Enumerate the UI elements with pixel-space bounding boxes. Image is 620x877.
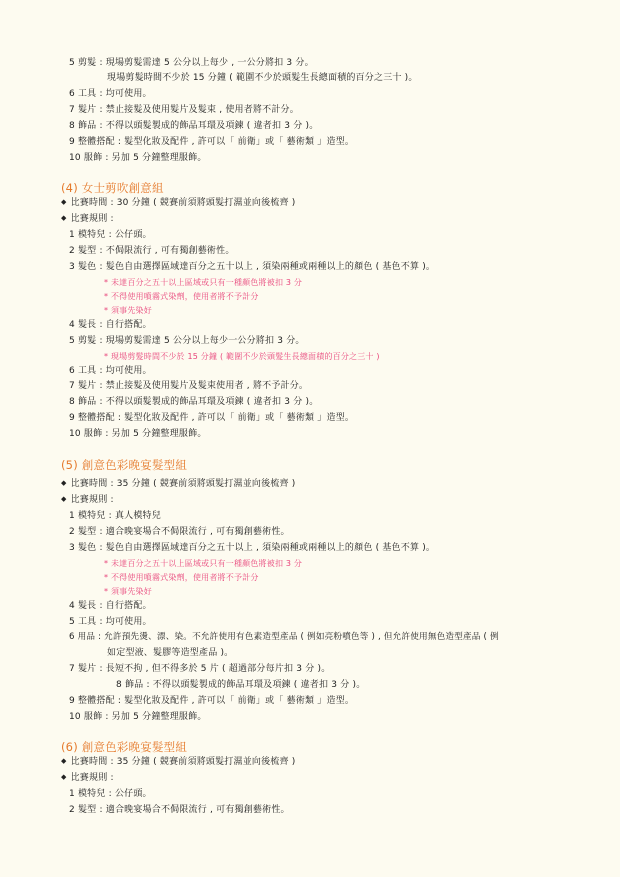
s5-rule-8: 8 飾品 : 不得以頭髮製成的飾品耳環及項鍊 ( 違者扣 3 分 )。 [116, 680, 366, 690]
s5-rule-6-cont: 如定型液、髮膠等造型產品 )。 [107, 648, 234, 658]
s5-note-2: * 不得使用噴霧式染劑，使用者將不予計分 [104, 573, 259, 582]
s5-rule-4: 4 髮長 : 自行搭配。 [69, 601, 152, 611]
section-6-rules-label: ◆ 比賽規則 : [61, 773, 114, 784]
section-6-time: ◆ 比賽時間 : 35 分鐘 ( 競賽前須將頭髮打濕並向後梳齊 ) [61, 757, 295, 768]
s4-rule-6: 6 工具 : 均可使用。 [69, 366, 152, 376]
rule-6-tools: 6 工具 : 均可使用。 [69, 89, 152, 99]
section-5-rules-label: ◆ 比賽規則 : [61, 495, 114, 506]
s4-rule-7: 7 髮片 : 禁止接髮及使用髮片及髮束使用者 , 將不予計分。 [69, 381, 309, 391]
rule-9-styling: 9 整體搭配 : 髮型化妝及配件 , 許可以「 前衛」或「 藝術類 」造型。 [69, 137, 355, 147]
s5-rule-7: 7 髮片 : 長短不拘 , 但不得多於 5 片 ( 超過部分每片扣 3 分 )。 [69, 664, 331, 674]
s5-rule-6: 6 用品 : 允許預先燙、漂、染。不允許使用有色素造型產品 ( 例如亮粉噴色等 ) , 但允許使用無色造型產品 ( 例 [69, 632, 499, 642]
rule-10-clothing: 10 服飾 : 另加 5 分鐘整理服飾。 [69, 153, 207, 163]
rule-8-accessories: 8 飾品 : 不得以頭髮製成的飾品耳環及項鍊 ( 違者扣 3 分 )。 [69, 121, 319, 131]
s4-rule-8: 8 飾品 : 不得以頭髮製成的飾品耳環及項鍊 ( 違者扣 3 分 )。 [69, 397, 319, 407]
rule-5-haircut: 5 剪髮 : 現場剪髮需達 5 公分以上每少 , 一公分將扣 3 分。 [69, 58, 314, 68]
s5-rule-5: 5 工具 : 均可使用。 [69, 617, 152, 627]
s5-note-3: * 須事先染好 [104, 587, 152, 596]
s6-rule-1: 1 模特兒 : 公仔頭。 [69, 789, 152, 799]
section-6-heading: (6) 創意色彩晚宴髮型組 [61, 740, 188, 754]
s4-rule-1: 1 模特兒 : 公仔頭。 [69, 230, 152, 240]
s4-rule-5: 5 剪髮 : 現場剪髮需達 5 公分以上每少一公分將扣 3 分。 [69, 336, 305, 346]
s4-rule-4: 4 髮長 : 自行搭配。 [69, 320, 152, 330]
section-5-time: ◆ 比賽時間 : 35 分鐘 ( 競賽前須將頭髮打濕並向後梳齊 ) [61, 479, 295, 490]
s4-note-1: * 未達百分之五十以上區域或只有一種顏色將被扣 3 分 [104, 278, 303, 287]
s5-rule-3: 3 髮色 : 髮色自由選擇區域達百分之五十以上 , 須染兩種或兩種以上的顏色 ( 基色不算 )。 [69, 543, 436, 553]
section-5-heading: (5) 創意色彩晚宴髮型組 [61, 458, 188, 472]
s4-note-4: * 現場剪髮時間不少於 15 分鐘 ( 範圍不少於頭髮生長總面積的百分之三十 ) [104, 352, 380, 361]
section-4-time: ◆ 比賽時間 : 30 分鐘 ( 競賽前須將頭髮打濕並向後梳齊 ) [61, 198, 295, 209]
section-4-heading: (4) 女士剪吹創意組 [61, 181, 164, 195]
s4-rule-3: 3 髮色 : 髮色自由選擇區域達百分之五十以上 , 須染兩種或兩種以上的顏色 ( 基色不算 )。 [69, 262, 436, 272]
s5-rule-2: 2 髮型 : 適合晚宴場合不侷限流行 , 可有獨創藝術性。 [69, 527, 290, 537]
s5-note-1: * 未達百分之五十以上區域或只有一種顏色將被扣 3 分 [104, 559, 303, 568]
section-4-rules-label: ◆ 比賽規則 : [61, 214, 114, 225]
s5-rule-10: 10 服飾 : 另加 5 分鐘整理服飾。 [69, 712, 207, 722]
s4-rule-2: 2 髮型 : 不侷限流行 , 可有獨創藝術性。 [69, 246, 235, 256]
rule-5-haircut-cont: 現場剪髮時間不少於 15 分鐘 ( 範圍不少於頭髮生長總面積的百分之三十 )。 [107, 73, 418, 83]
s4-note-3: * 須事先染好 [104, 306, 152, 315]
s6-rule-2: 2 髮型 : 適合晚宴場合不侷限流行 , 可有獨創藝術性。 [69, 805, 290, 815]
rule-7-extensions: 7 髮片 : 禁止接髮及使用髮片及髮束 , 使用者將不計分。 [69, 105, 299, 115]
s5-rule-1: 1 模特兒 : 真人模特兒 [69, 511, 161, 521]
s4-rule-9: 9 整體搭配 : 髮型化妝及配件 , 許可以「 前衛」或「 藝術類 」造型。 [69, 413, 355, 423]
s5-rule-9: 9 整體搭配 : 髮型化妝及配件 , 許可以「 前衛」或「 藝術類 」造型。 [69, 696, 355, 706]
s4-note-2: * 不得使用噴霧式染劑，使用者將不予計分 [104, 292, 259, 301]
s4-rule-10: 10 服飾 : 另加 5 分鐘整理服飾。 [69, 429, 207, 439]
